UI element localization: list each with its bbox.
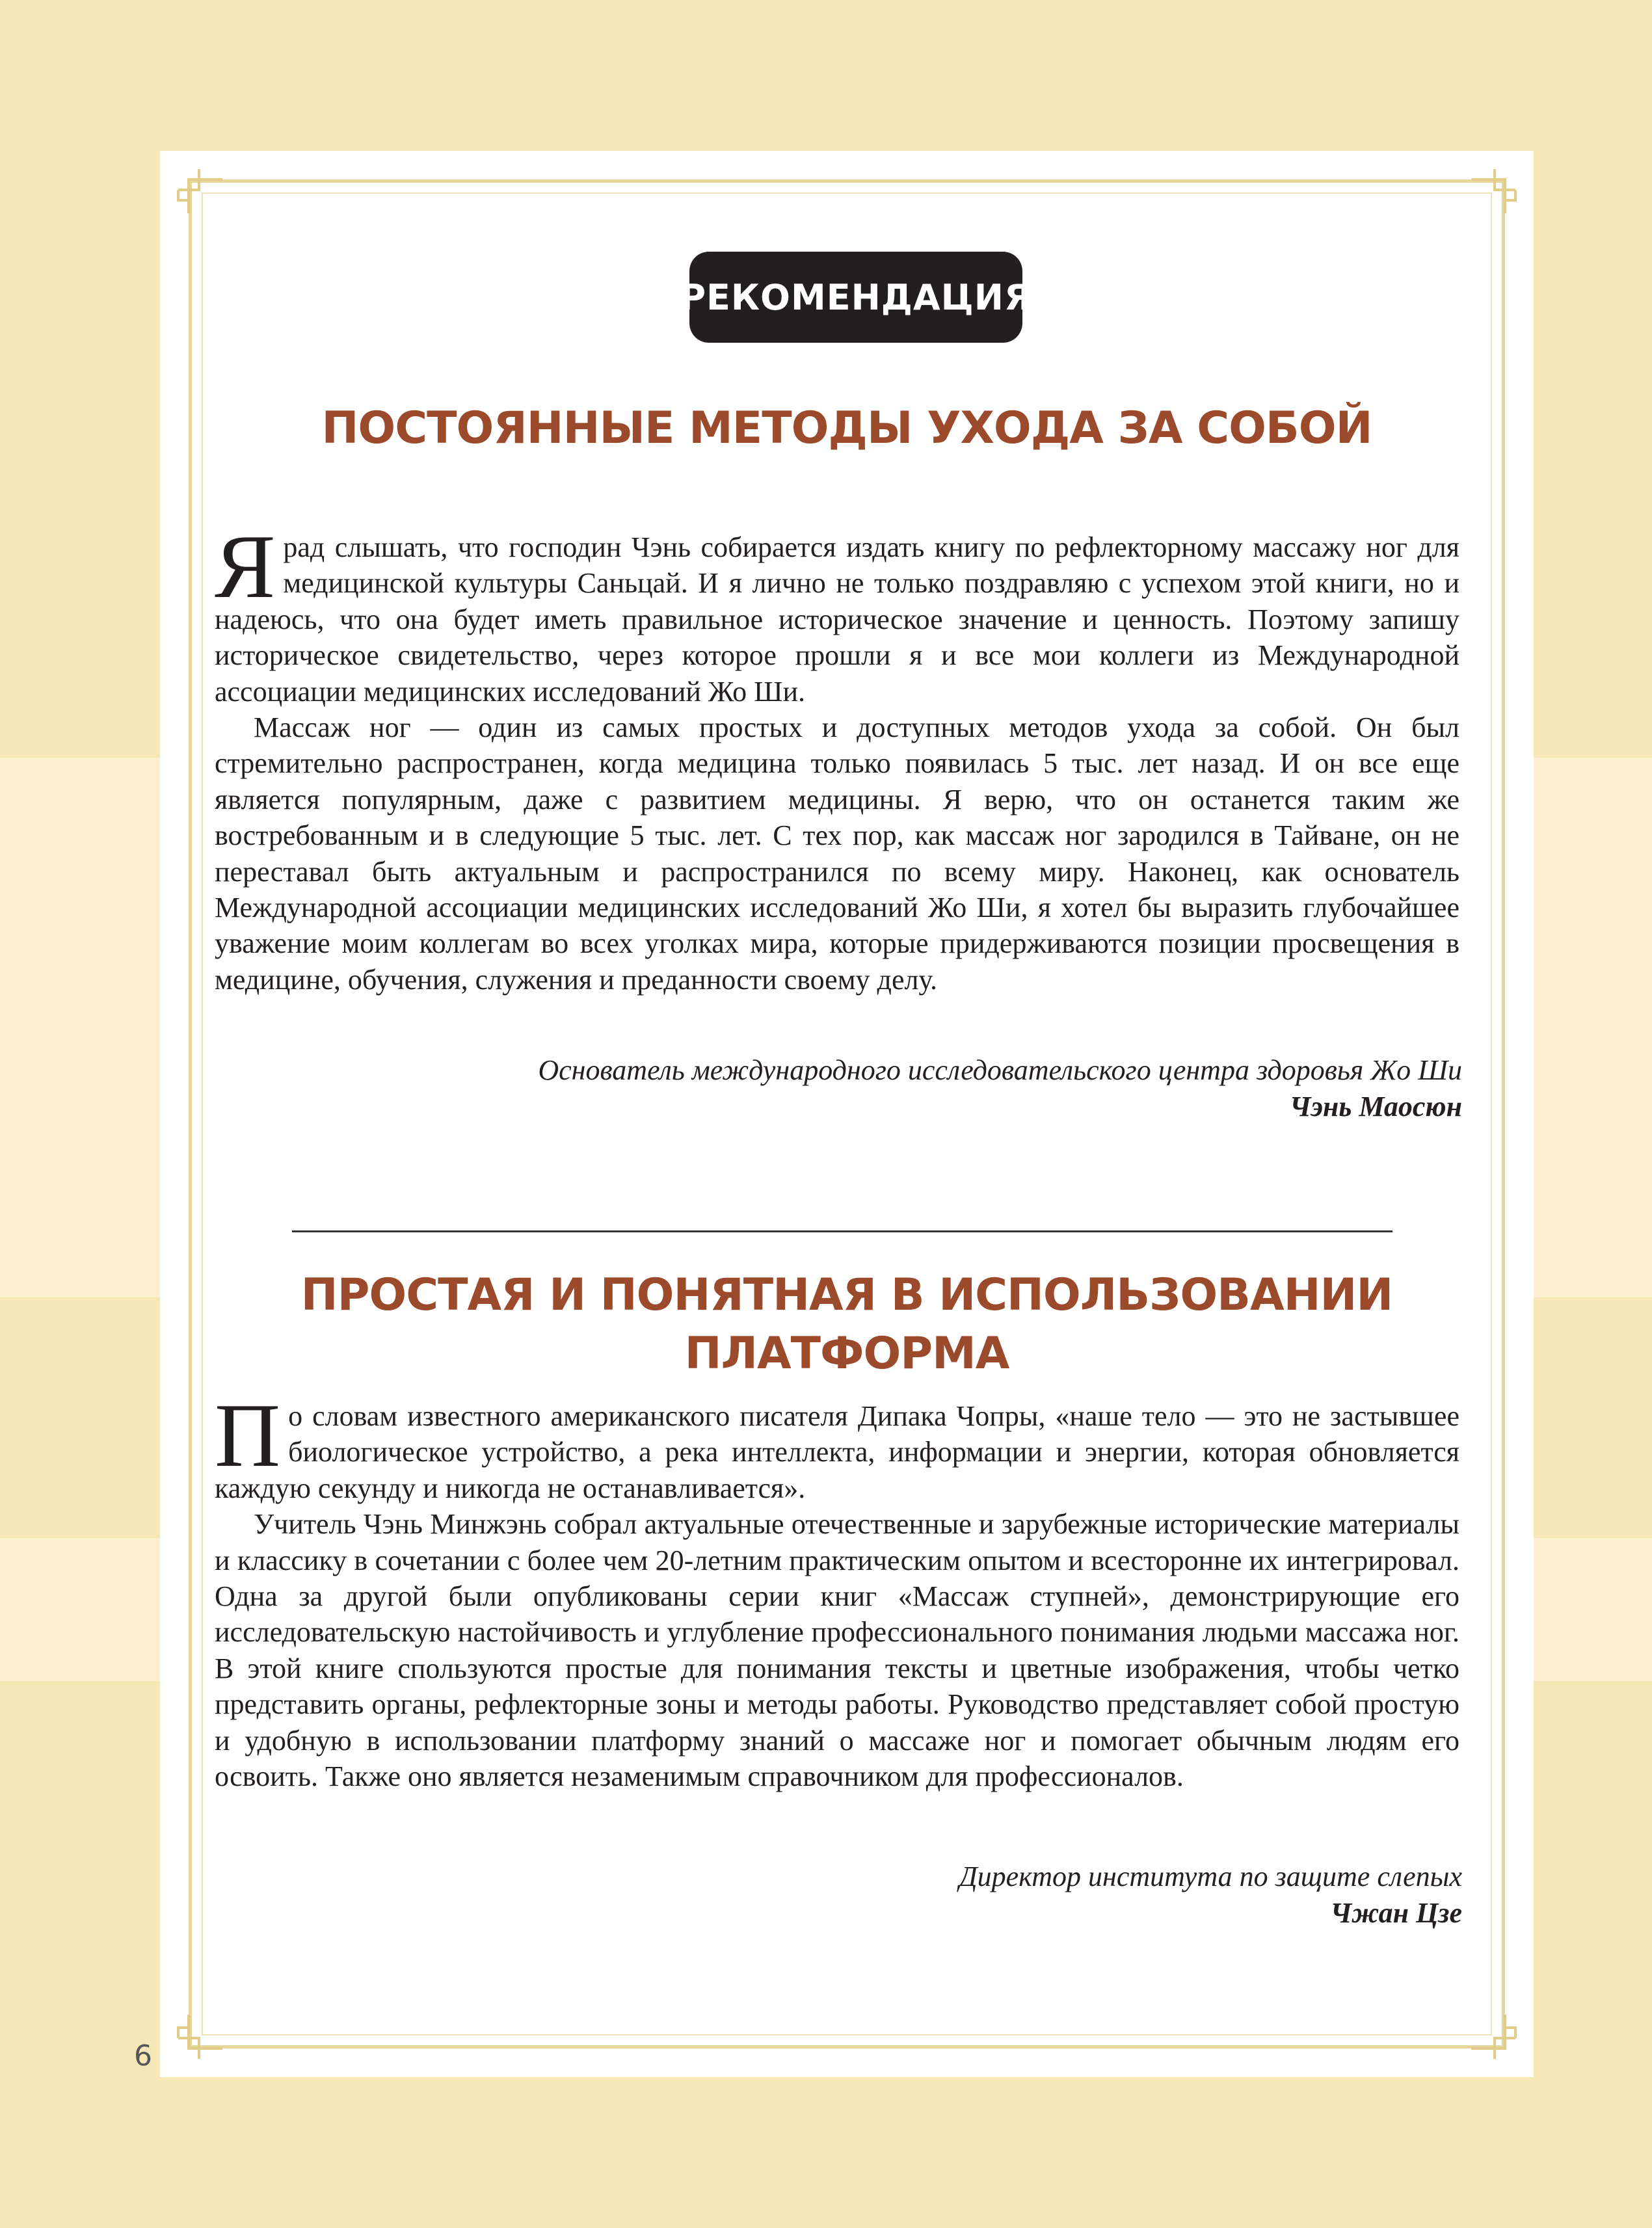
section2-dropcap: П bbox=[215, 1385, 281, 1486]
section-divider bbox=[292, 1230, 1392, 1232]
section2-signature-name: Чжан Цзе bbox=[1330, 1897, 1462, 1929]
section1-dropcap: Я bbox=[215, 516, 276, 617]
page-card bbox=[160, 151, 1534, 2077]
section2-title: ПРОСТАЯ И ПОНЯТНАЯ В ИСПОЛЬЗОВАНИИ ПЛАТФОРМА bbox=[300, 1269, 1393, 1379]
section1-paragraph-2: Массаж ног — один из самых простых и доступных методов ухода за собой. Он был стремительно распространен, когда медицина только появилась 5 тыс. лет назад. И он все еще является популярным, даже с развитием медицины. Я верю, что он останется таким же востребованным и в следующие 5 тыс. лет. С тех пор, как массаж ног зародился в Тайване, он не переставал быть актуальным и распространился по всему миру. Наконец, как основатель Международной ассоциации медицинских исследований Жо Ши, я хотел бы выразить глубочайшее уважение моим коллегам во всех уголках мира, которые придерживаются позиции просвещения в медицине, обучения, служения и преданности своему делу. bbox=[215, 711, 1459, 996]
page-number: 6 bbox=[134, 2039, 152, 2073]
recommendation-badge: РЕКОМЕНДАЦИЯ bbox=[689, 252, 1022, 343]
corner-ornament-top-right bbox=[1469, 164, 1521, 216]
section1-title: ПОСТОЯННЫЕ МЕТОДЫ УХОДА ЗА СОБОЙ bbox=[321, 403, 1372, 454]
section2-paragraph-2: Учитель Чэнь Минжэнь собрал актуальные отечественные и зарубежные исторические материалы и классику в сочетании с более чем 20-летним практическим опытом и всесторонне их интегрировал. Одна за другой были опубликованы серии книг «Массаж ступней», демонстрирующие его исследовательскую настойчивость и углубление профессионального понимания людьми массажа ног. В этой книге спользуются простые для понимания тексты и цветные изображения, чтобы четко представить органы, рефлекторные зоны и методы работы. Руководство представляет собой простую и удобную в использовании платформу знаний о массаже ног и помогает обычным людям его освоить. Также оно является незаменимым справочником для профессионалов. bbox=[215, 1508, 1459, 1793]
section1-signature-name: Чэнь Маосюн bbox=[1289, 1091, 1462, 1122]
section1-signature bbox=[226, 1052, 1462, 1125]
corner-ornament-bottom-left bbox=[173, 2012, 225, 2064]
section1-signature-role: Основатель международного исследовательского центра здоровья Жо Ши bbox=[538, 1054, 1462, 1086]
corner-ornament-bottom-right bbox=[1469, 2012, 1521, 2064]
section1-paragraph-1: рад слышать, что господин Чэнь собирается издать книгу по рефлекторному массажу ног для медицинской культуры Саньцай. И я лично не только поздравляю с успехом этой книги, но и надеюсь, что она будет иметь правильное историческое значение и ценность. Поэтому запишу историческое свидетельство, через которое прошли я и все мои коллеги из Международной ассоциации медицинских исследований Жо Ши. bbox=[215, 531, 1459, 708]
section2-paragraph-1: о словам известного американского писателя Дипака Чопры, «наше тело — это не застывшее биологическое устройство, а река интеллекта, информации и энергии, которая обновляется каждую секунду и никогда не останавливается». bbox=[215, 1400, 1459, 1504]
section2-signature bbox=[226, 1859, 1462, 1931]
section2-signature-role: Директор института по защите слепых bbox=[959, 1861, 1462, 1892]
section2-body bbox=[215, 1385, 1459, 1794]
corner-ornament-top-left bbox=[173, 164, 225, 216]
section1-body bbox=[215, 516, 1459, 998]
